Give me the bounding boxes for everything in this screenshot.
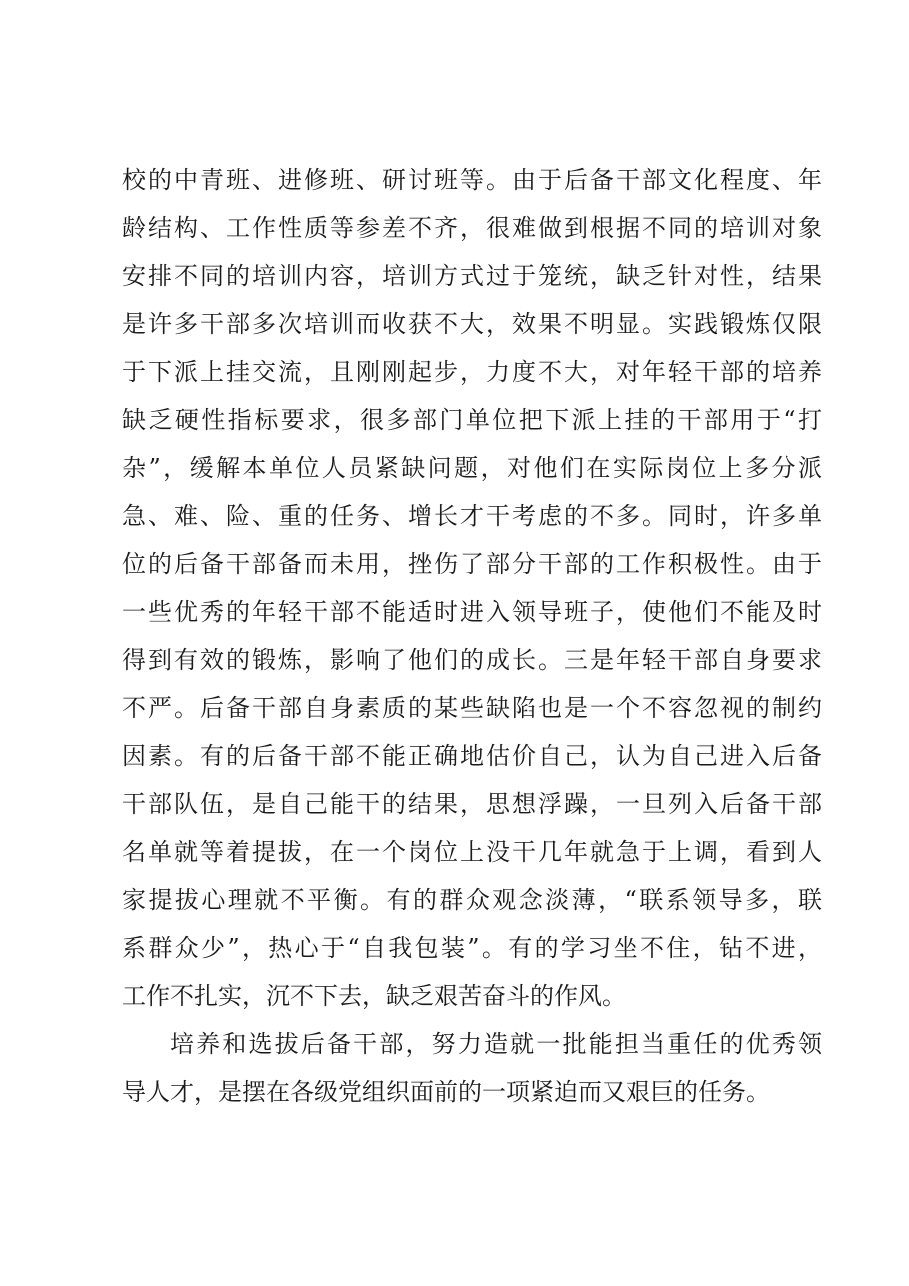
paragraph-1-line: 干部队伍，是自己能干的结果，思想浮躁，一旦列入后备干部 (122, 790, 822, 818)
paragraph-1-line: 得到有效的锻炼，影响了他们的成长。三是年轻干部自身要求 (122, 646, 822, 674)
paragraph-1-line: 系群众少”，热心于“自我包装”。有的学习坐不住，钻不进， (122, 934, 822, 962)
body-text (122, 156, 822, 1116)
paragraph-1-line: 不严。后备干部自身素质的某些缺陷也是一个不容忽视的制约 (122, 694, 822, 722)
paragraph-1 (122, 156, 822, 1020)
paragraph-2 (122, 1020, 822, 1116)
paragraph-2-line: 培养和选拔后备干部，努力造就一批能担当重任的优秀领 (170, 1030, 822, 1058)
paragraph-1-line: 急、难、险、重的任务、增长才干考虑的不多。同时，许多单 (122, 502, 822, 530)
paragraph-1-line: 一些优秀的年轻干部不能适时进入领导班子，使他们不能及时 (122, 598, 822, 626)
paragraph-1-line: 校的中青班、进修班、研讨班等。由于后备干部文化程度、年 (122, 166, 822, 194)
paragraph-1-line: 名单就等着提拔，在一个岗位上没干几年就急于上调，看到人 (122, 838, 822, 866)
paragraph-1-line: 因素。有的后备干部不能正确地估价自己，认为自己进入后备 (122, 742, 822, 770)
paragraph-1-line: 工作不扎实，沉不下去，缺乏艰苦奋斗的作风。 (122, 982, 626, 1010)
paragraph-1-line: 家提拔心理就不平衡。有的群众观念淡薄，“联系领导多，联 (122, 886, 822, 914)
paragraph-1-line: 位的后备干部备而未用，挫伤了部分干部的工作积极性。由于 (122, 550, 822, 578)
paragraph-2-line: 导人才，是摆在各级党组织面前的一项紧迫而又艰巨的任务。 (122, 1078, 770, 1106)
paragraph-1-line: 于下派上挂交流，且刚刚起步，力度不大，对年轻干部的培养 (122, 358, 822, 386)
paragraph-1-line: 杂”，缓解本单位人员紧缺问题，对他们在实际岗位上多分派 (122, 454, 822, 482)
paragraph-1-line: 龄结构、工作性质等参差不齐，很难做到根据不同的培训对象 (122, 214, 822, 242)
paragraph-1-line: 缺乏硬性指标要求，很多部门单位把下派上挂的干部用于“打 (122, 406, 822, 434)
paragraph-1-line: 是许多干部多次培训而收获不大，效果不明显。实践锻炼仅限 (122, 310, 822, 338)
paragraph-1-line: 安排不同的培训内容，培训方式过于笼统，缺乏针对性，结果 (122, 262, 822, 290)
